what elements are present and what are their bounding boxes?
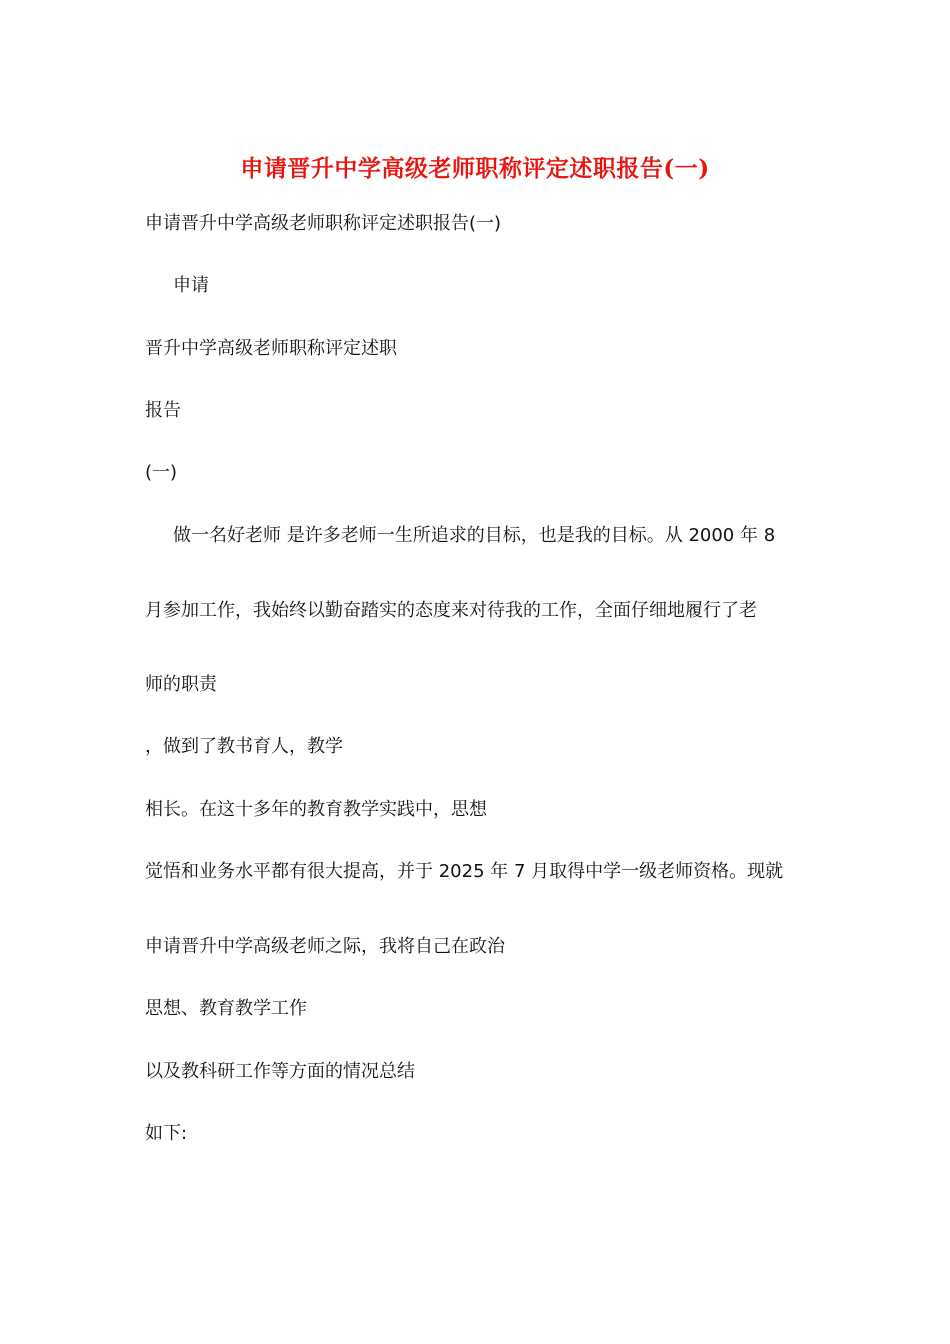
body-line: 晋升中学高级老师职称评定述职 [145,338,397,359]
body-line: 申请 [173,275,209,296]
body-line: 如下: [145,1123,188,1144]
body-line: 觉悟和业务水平都有很大提高，并于 2025 年 7 月取得中学一级老师资格。现就 [145,861,784,882]
body-line: 月参加工作，我始终以勤奋踏实的态度来对待我的工作，全面仔细地履行了老 [145,600,757,621]
body-line: ，做到了教书育人，教学 [145,736,343,757]
body-line: 报告 [145,400,181,421]
document-title: 申请晋升中学高级老师职称评定述职报告(一) [240,155,710,182]
body-line: 相长。在这十多年的教育教学实践中，思想 [145,799,487,820]
body-line: 思想、教育教学工作 [145,998,307,1019]
body-line: 以及教科研工作等方面的情况总结 [145,1061,415,1082]
body-line: 师的职责 [145,674,217,695]
body-line: 做一名好老师 是许多老师一生所追求的目标，也是我的目标。从 2000 年 8 [173,525,776,546]
body-line: (一) [145,462,178,483]
body-line-subtitle: 申请晋升中学高级老师职称评定述职报告(一) [145,213,502,234]
body-line: 申请晋升中学高级老师之际，我将自己在政治 [145,936,505,957]
